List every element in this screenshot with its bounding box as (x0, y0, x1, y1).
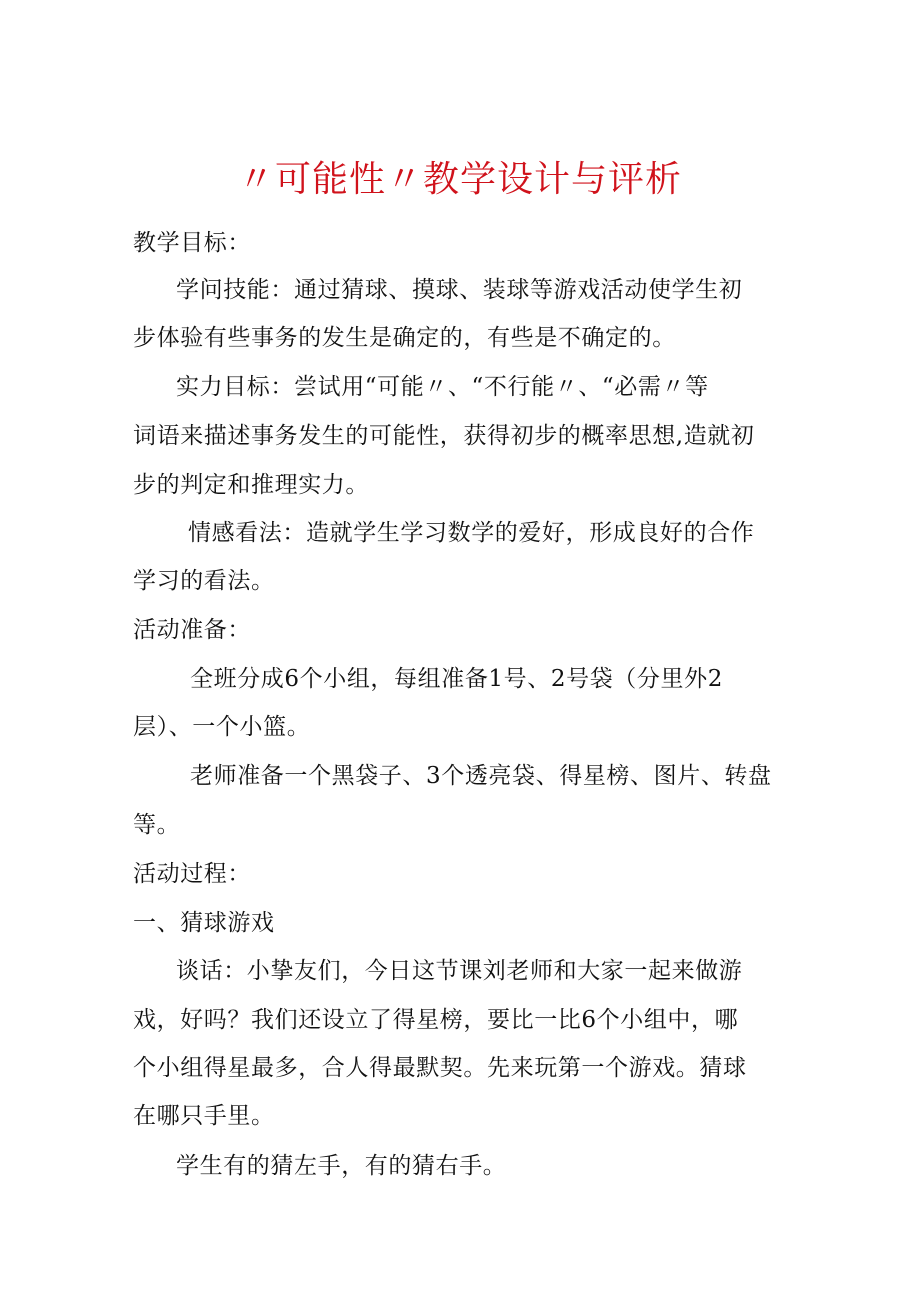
section-heading-preparation: 活动准备： (133, 617, 251, 643)
paragraph-line: 步体验有些事务的发生是确定的，有些是不确定的。 (133, 325, 676, 351)
paragraph-line: 词语来描述事务发生的可能性，获得初步的概率思想,造就初 (133, 423, 755, 449)
paragraph-line: 层）、一个小篮。 (133, 714, 311, 740)
document-title: 〃可能性〃教学设计与评析 (237, 159, 682, 200)
paragraph-line: 实力目标：尝试用“可能〃、“不行能〃、“必需〃等 (176, 374, 709, 400)
section-heading-objectives: 教学目标： (133, 230, 251, 256)
paragraph-line: 等。 (133, 812, 181, 838)
paragraph-line: 个小组得星最多，合人得最默契。先来玩第一个游戏。猜球 (133, 1055, 747, 1081)
paragraph-line: 步的判定和推理实力。 (133, 472, 369, 498)
paragraph-line: 老师准备一个黑袋子、3个透亮袋、得星榜、图片、转盘 (190, 763, 772, 789)
paragraph-line: 戏，好吗？我们还设立了得星榜，要比一比6个小组中，哪 (133, 1007, 739, 1033)
paragraph-line: 谈话：小挚友们，今日这节课刘老师和大家一起来做游 (176, 958, 743, 984)
paragraph-line: 在哪只手里。 (133, 1103, 275, 1129)
paragraph-line: 情感看法：造就学生学习数学的爱好，形成良好的合作 (188, 520, 755, 546)
subsection-heading: 一、猜球游戏 (133, 910, 275, 936)
paragraph-line: 全班分成6个小组，每组准备1号、2号袋（分里外2 (190, 666, 723, 692)
paragraph-line: 学习的看法。 (133, 568, 275, 594)
paragraph-line: 学问技能：通过猜球、摸球、装球等游戏活动使学生初 (176, 277, 743, 303)
section-heading-process: 活动过程： (133, 861, 251, 887)
paragraph-line: 学生有的猜左手，有的猜右手。 (176, 1153, 507, 1179)
